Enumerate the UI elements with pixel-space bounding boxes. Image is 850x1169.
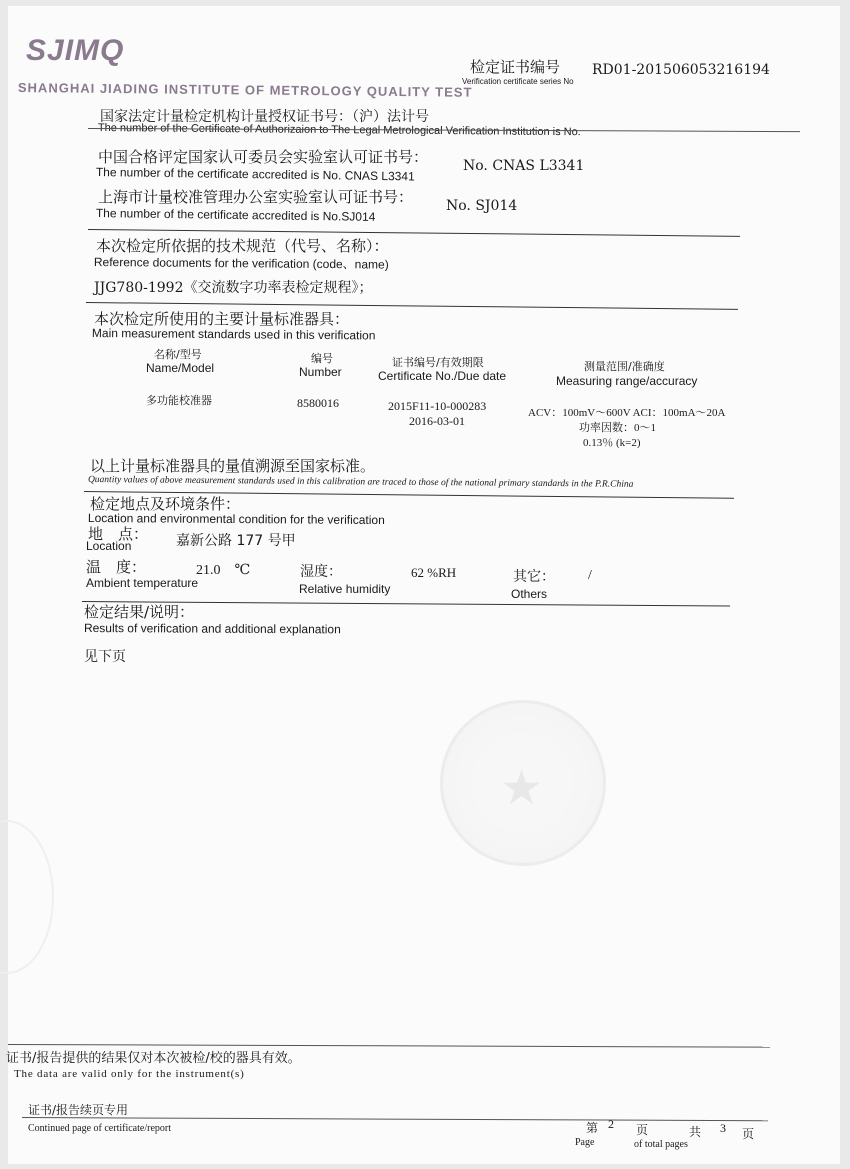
environment-en: Location and environmental condition for the verification	[87, 511, 385, 528]
standard-cert: 2015F11-10-000283	[388, 399, 487, 413]
temperature-label-cn: 温 度：	[86, 558, 147, 576]
standard-range2: 功率因数：0～1	[579, 422, 656, 434]
standard-number: 8580016	[297, 396, 339, 410]
col-number-en: Number	[299, 365, 342, 379]
page-number: 2	[608, 1117, 614, 1131]
continued-cn: 证书/报告续页专用	[28, 1103, 129, 1117]
cnas-en: The number of the certificate accredited is No. CNAS L3341	[95, 165, 415, 184]
col-name-cn: 名称/型号	[154, 348, 202, 361]
others-value: /	[588, 568, 592, 583]
total-label-en: of total pages	[634, 1139, 688, 1150]
others-label-cn: 其它：	[513, 569, 555, 585]
environment-cn: 检定地点及环境条件：	[90, 495, 241, 513]
cert-no-label-cn: 检定证书编号	[470, 58, 561, 76]
standard-range3: 0.13％ (k=2)	[583, 437, 641, 449]
location-label-cn: 地 点：	[88, 525, 149, 543]
traceability-en: Quantity values of above measurement standards used in this calibration are traced to those of the national primary standards in the P.R.China	[87, 475, 634, 490]
humidity-value: 62 %RH	[411, 565, 457, 580]
results-value: 见下页	[84, 649, 126, 665]
authorization-en: The number of the Certificate of Authorizaion to The Legal Metrological Verification Institution is No.	[97, 122, 581, 139]
col-cert-cn: 证书编号/有效期限	[392, 356, 484, 369]
reference-en: Reference documents for the verification (code、name)	[93, 254, 389, 272]
total-label-cn: 共	[689, 1125, 702, 1139]
results-en: Results of verification and additional explanation	[83, 621, 341, 637]
temperature-value: 21.0 ℃	[196, 563, 251, 578]
col-name-en: Name/Model	[146, 361, 215, 375]
validity-en: The data are valid only for the instrument(s)	[14, 1068, 245, 1080]
humidity-label-en: Relative humidity	[299, 582, 391, 596]
standards-en: Main measurement standards used in this verification	[91, 326, 376, 343]
col-number-cn: 编号	[311, 352, 333, 365]
institute-name: SHANGHAI JIADING INSTITUTE OF METROLOGY QUALITY TEST	[17, 80, 473, 100]
col-cert-en: Certificate No./Due date	[378, 369, 507, 383]
authorization-cn: 国家法定计量检定机构计量授权证书号：（沪）法计号	[100, 109, 429, 125]
reference-value: JJG780-1992《交流数字功率表检定规程》；	[94, 280, 373, 296]
shanghai-cn: 上海市计量校准管理办公室实验室认可证书号：	[98, 188, 414, 206]
standard-range1: ACV：100mV～600V ACI：100mA～20A	[528, 407, 726, 419]
others-label-en: Others	[511, 587, 548, 601]
location-value: 嘉新公路 177 号甲	[176, 533, 296, 549]
continued-en: Continued page of certificate/report	[28, 1123, 171, 1134]
standard-name: 多功能校准器	[146, 394, 212, 407]
location-label-en: Location	[86, 539, 132, 553]
temperature-label-en: Ambient temperature	[86, 576, 199, 590]
seal-star-icon: ★	[500, 760, 544, 816]
col-range-en: Measuring range/accuracy	[556, 374, 698, 388]
page-unit-cn: 页	[636, 1123, 649, 1137]
cnas-value: No. CNAS L3341	[463, 158, 585, 174]
standards-cn: 本次检定所使用的主要计量标准器具：	[94, 310, 350, 328]
page-label-cn: 第	[586, 1121, 599, 1135]
total-number: 3	[720, 1121, 726, 1135]
cnas-cn: 中国合格评定国家认可委员会实验室认可证书号：	[98, 148, 429, 166]
standard-due: 2016-03-01	[409, 414, 465, 428]
cert-no-label-en: Verification certificate series No	[462, 77, 574, 86]
validity-cn: 证书/报告提供的结果仅对本次被检/校的器具有效。	[6, 1051, 301, 1066]
total-unit-cn: 页	[742, 1127, 755, 1141]
traceability-cn: 以上计量标准器具的量值溯源至国家标准。	[90, 457, 376, 475]
logo: SJIMQ	[26, 34, 125, 67]
humidity-label-cn: 湿度：	[300, 564, 342, 580]
shanghai-en: The number of the certificate accredited is No.SJ014	[95, 206, 376, 224]
reference-cn: 本次检定所依据的技术规范（代号、名称）：	[96, 237, 389, 255]
cert-no: RD01-201506053216194	[592, 62, 770, 78]
col-range-cn: 测量范围/准确度	[584, 360, 665, 373]
results-cn: 检定结果/说明：	[84, 603, 195, 621]
shanghai-value: No. SJ014	[446, 198, 518, 214]
page-label-en: Page	[575, 1137, 595, 1148]
